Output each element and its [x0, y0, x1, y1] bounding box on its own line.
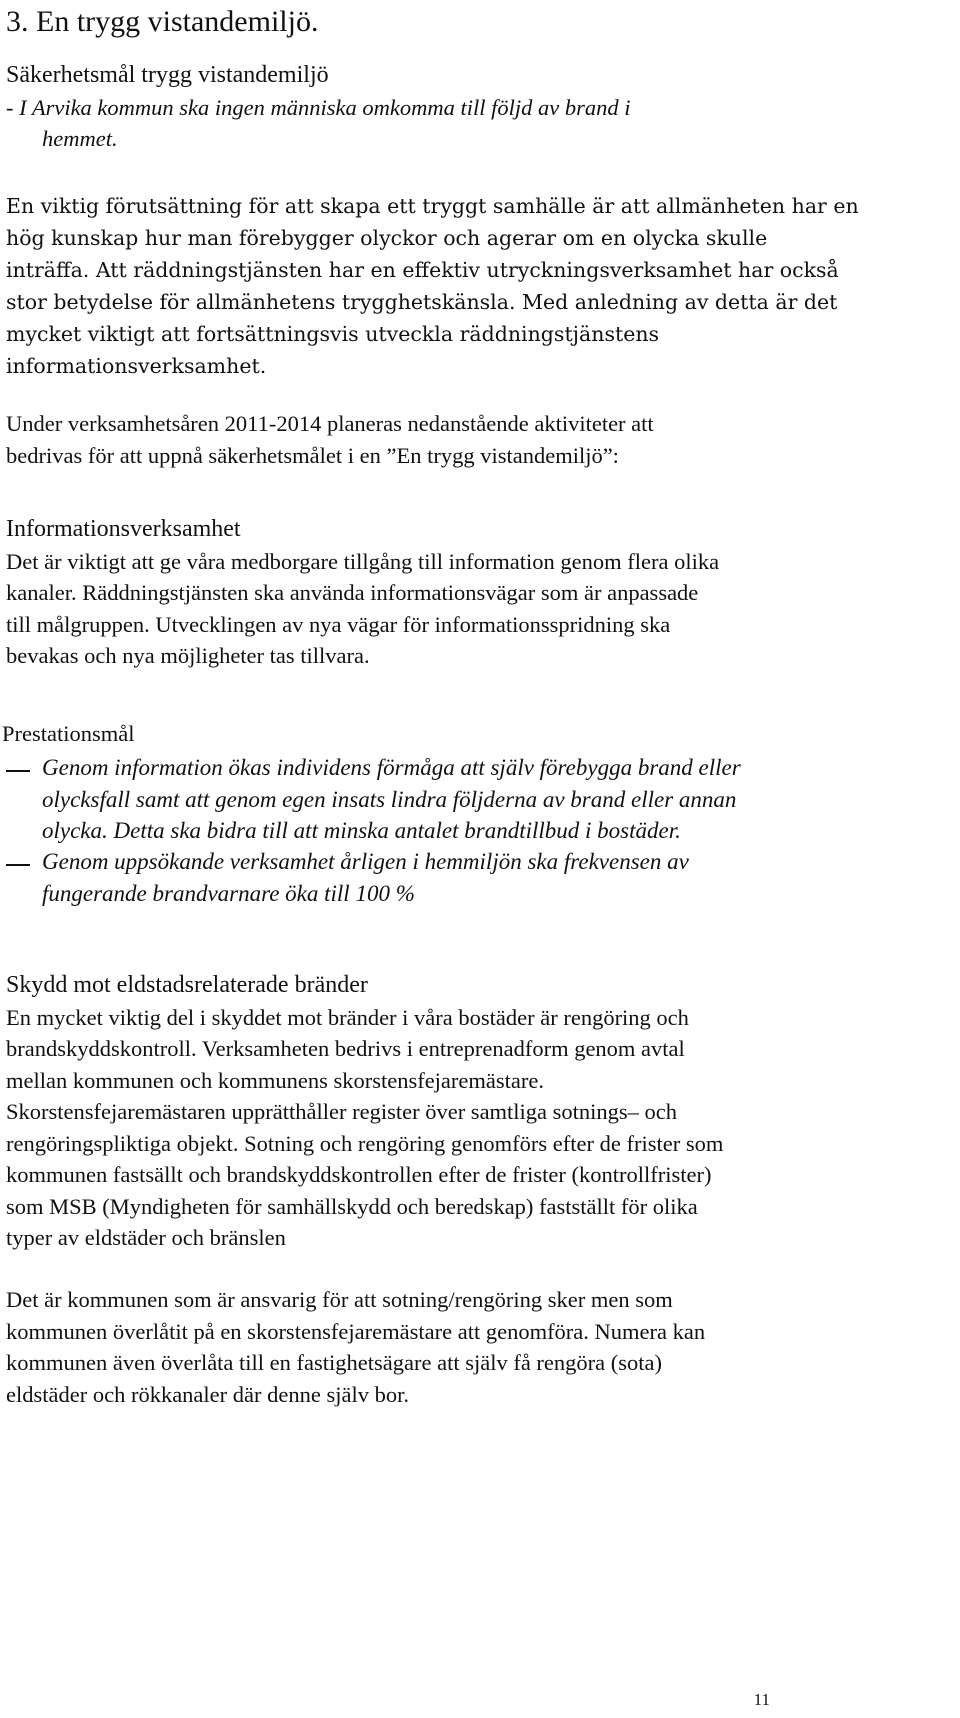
chimney-heading: Skydd mot eldstadsrelaterade bränder	[6, 972, 368, 998]
safety-goal-line-1: - I Arvika kommun ska ingen människa omkomma till följd av brand i	[6, 94, 631, 120]
chimney-line: som MSB (Myndigheten för samhällskydd och beredskap) fastställt för olika	[6, 1193, 698, 1219]
performance-item-line: Genom information ökas individens förmåga att själv förebygga brand eller	[42, 755, 741, 780]
performance-item-line: Genom uppsökande verksamhet årligen i hemmiljön ska frekvensen av	[42, 849, 689, 874]
information-line: kanaler. Räddningstjänsten ska använda informationsvägar som är anpassade	[6, 580, 699, 605]
intro-line: informationsverksamhet.	[6, 354, 267, 378]
performance-item-line: olycksfall samt att genom egen insats lindra följderna av brand eller annan	[42, 786, 737, 812]
information-line: Det är viktigt att ge våra medborgare tillgång till information genom flera olika	[6, 548, 720, 574]
performance-item-2	[42, 846, 942, 909]
period-line: Under verksamhetsåren 2011-2014 planeras nedanstående aktiviteter att	[6, 411, 654, 436]
period-line: bedrivas för att uppnå säkerhetsmålet i en ”En trygg vistandemiljö”:	[6, 442, 619, 468]
safety-goal-heading: Säkerhetsmål trygg vistandemiljö	[6, 62, 329, 88]
intro-line: inträffa. Att räddningstjänsten har en effektiv utryckningsverksamhet har också	[6, 258, 839, 282]
intro-paragraph	[6, 190, 936, 382]
dash-bullet-icon	[6, 770, 30, 772]
chimney-line: En mycket viktig del i skyddet mot bränder i våra bostäder är rengöring och	[6, 1004, 689, 1030]
chimney-section	[6, 970, 936, 1254]
chimney-line: mellan kommunen och kommunens skorstensfejaremästare.	[6, 1067, 544, 1093]
safety-goal	[6, 60, 936, 155]
safety-goal-line-2: hemmet.	[42, 126, 118, 151]
responsibility-line: Det är kommunen som är ansvarig för att sotning/rengöring sker men som	[6, 1287, 673, 1312]
performance-item-line: fungerande brandvarnare öka till 100 %	[42, 880, 415, 906]
responsibility-line: eldstäder och rökkanaler där denne själv bor.	[6, 1381, 409, 1407]
information-section	[6, 514, 936, 672]
intro-line: hög kunskap hur man förebygger olyckor och agerar om en olycka skulle	[6, 226, 768, 250]
section-title: 3. En trygg vistandemiljö.	[6, 5, 319, 38]
information-line: bevakas och nya möjligheter tas tillvara.	[6, 643, 370, 668]
chimney-line: brandskyddskontroll. Verksamheten bedrivs i entreprenadform genom avtal	[6, 1036, 685, 1061]
responsibility-paragraph	[6, 1284, 936, 1410]
information-heading: Informationsverksamhet	[6, 516, 241, 542]
information-line: till målgruppen. Utvecklingen av nya vägar för informationsspridning ska	[6, 611, 671, 637]
intro-line: En viktig förutsättning för att skapa ett tryggt samhälle är att allmänheten har en	[6, 194, 859, 218]
intro-line: mycket viktigt att fortsättningsvis utveckla räddningstjänstens	[6, 322, 660, 346]
chimney-line: Skorstensfejaremästaren upprätthåller register över samtliga sotnings– och	[6, 1099, 678, 1124]
page-number: 11	[753, 1690, 770, 1709]
responsibility-line: kommunen överlåtit på en skorstensfejaremästare att genomföra. Numera kan	[6, 1318, 706, 1344]
period-paragraph	[6, 408, 936, 471]
performance-item-line: olycka. Detta ska bidra till att minska antalet brandtillbud i bostäder.	[42, 818, 681, 843]
intro-line: stor betydelse för allmänhetens trygghetskänsla. Med anledning av detta är det	[6, 290, 838, 314]
chimney-line: typer av eldstäder och bränslen	[6, 1225, 286, 1250]
responsibility-line: kommunen även överlåta till en fastighetsägare att själv få rengöra (sota)	[6, 1350, 662, 1375]
chimney-line: kommunen fastsällt och brandskyddskontrollen efter de frister (kontrollfrister)	[6, 1162, 712, 1187]
performance-heading: Prestationsmål	[2, 721, 135, 746]
performance-item-1	[42, 752, 942, 847]
dash-bullet-icon	[6, 864, 30, 866]
chimney-line: rengöringspliktiga objekt. Sotning och rengöring genomförs efter de frister som	[6, 1130, 724, 1156]
